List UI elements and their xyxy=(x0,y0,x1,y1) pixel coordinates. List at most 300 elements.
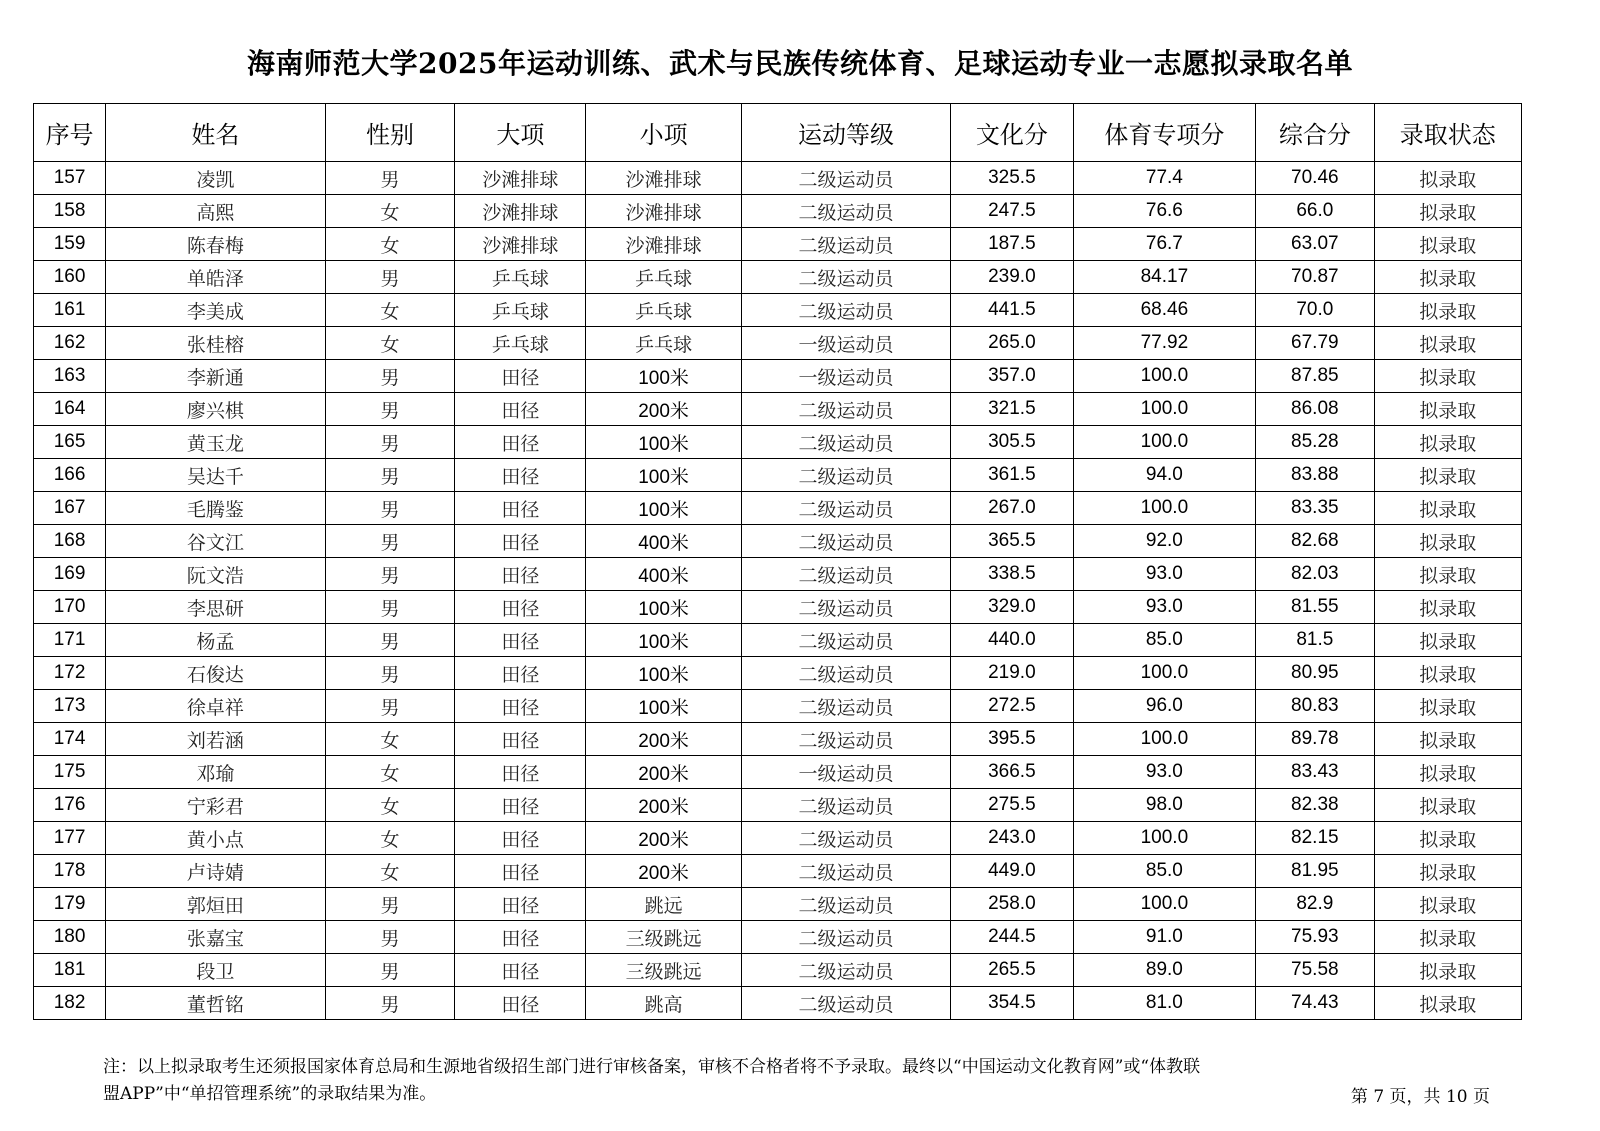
seq-cell: 157 xyxy=(34,162,106,195)
level-cell: 二级运动员 xyxy=(741,195,950,228)
academic-score-cell: 354.5 xyxy=(951,987,1074,1020)
seq-cell: 181 xyxy=(34,954,106,987)
status-cell: 拟录取 xyxy=(1374,492,1521,525)
total-score-cell: 86.08 xyxy=(1256,393,1375,426)
total-score-cell: 87.85 xyxy=(1256,360,1375,393)
gender-cell: 女 xyxy=(325,294,455,327)
sport-score-cell: 81.0 xyxy=(1073,987,1255,1020)
category-cell: 田径 xyxy=(455,558,586,591)
status-cell: 拟录取 xyxy=(1374,624,1521,657)
academic-score-header: 文化分 xyxy=(951,104,1074,162)
event-cell: 100米 xyxy=(586,624,742,657)
event-header: 小项 xyxy=(586,104,742,162)
level-cell: 二级运动员 xyxy=(741,261,950,294)
name-cell: 高熙 xyxy=(106,195,325,228)
event-cell: 400米 xyxy=(586,558,742,591)
level-cell: 二级运动员 xyxy=(741,723,950,756)
total-score-cell: 81.5 xyxy=(1256,624,1375,657)
seq-cell: 160 xyxy=(34,261,106,294)
total-score-cell: 83.43 xyxy=(1256,756,1375,789)
total-score-cell: 82.68 xyxy=(1256,525,1375,558)
event-cell: 200米 xyxy=(586,855,742,888)
total-score-cell: 67.79 xyxy=(1256,327,1375,360)
sport-score-cell: 100.0 xyxy=(1073,426,1255,459)
event-cell: 跳远 xyxy=(586,888,742,921)
academic-score-cell: 325.5 xyxy=(951,162,1074,195)
seq-cell: 171 xyxy=(34,624,106,657)
category-cell: 田径 xyxy=(455,525,586,558)
academic-score-cell: 244.5 xyxy=(951,921,1074,954)
gender-cell: 女 xyxy=(325,723,455,756)
seq-cell: 173 xyxy=(34,690,106,723)
table-row xyxy=(34,657,1522,690)
academic-score-cell: 329.0 xyxy=(951,591,1074,624)
category-cell: 乒乓球 xyxy=(455,327,586,360)
category-cell: 沙滩排球 xyxy=(455,162,586,195)
page-indicator: 第 7 页，共 10 页 xyxy=(1350,1087,1490,1107)
category-cell: 田径 xyxy=(455,888,586,921)
level-cell: 二级运动员 xyxy=(741,624,950,657)
event-cell: 100米 xyxy=(586,426,742,459)
academic-score-cell: 239.0 xyxy=(951,261,1074,294)
name-cell: 单皓泽 xyxy=(106,261,325,294)
name-cell: 陈春梅 xyxy=(106,228,325,261)
table-row xyxy=(34,360,1522,393)
status-cell: 拟录取 xyxy=(1374,459,1521,492)
total-score-cell: 75.93 xyxy=(1256,921,1375,954)
name-cell: 刘若涵 xyxy=(106,723,325,756)
level-cell: 一级运动员 xyxy=(741,327,950,360)
academic-score-cell: 258.0 xyxy=(951,888,1074,921)
status-cell: 拟录取 xyxy=(1374,195,1521,228)
total-score-cell: 81.55 xyxy=(1256,591,1375,624)
level-cell: 二级运动员 xyxy=(741,954,950,987)
category-cell: 田径 xyxy=(455,987,586,1020)
event-cell: 400米 xyxy=(586,525,742,558)
status-cell: 拟录取 xyxy=(1374,954,1521,987)
level-cell: 二级运动员 xyxy=(741,459,950,492)
total-score-cell: 80.83 xyxy=(1256,690,1375,723)
table-row xyxy=(34,624,1522,657)
total-score-cell: 85.28 xyxy=(1256,426,1375,459)
sport-score-cell: 68.46 xyxy=(1073,294,1255,327)
status-cell: 拟录取 xyxy=(1374,921,1521,954)
sport-score-cell: 85.0 xyxy=(1073,855,1255,888)
level-cell: 二级运动员 xyxy=(741,393,950,426)
table-row xyxy=(34,393,1522,426)
gender-cell: 女 xyxy=(325,195,455,228)
level-cell: 二级运动员 xyxy=(741,789,950,822)
level-cell: 二级运动员 xyxy=(741,162,950,195)
name-cell: 李新通 xyxy=(106,360,325,393)
total-score-cell: 75.58 xyxy=(1256,954,1375,987)
name-cell: 凌凯 xyxy=(106,162,325,195)
gender-cell: 女 xyxy=(325,789,455,822)
seq-cell: 161 xyxy=(34,294,106,327)
academic-score-cell: 243.0 xyxy=(951,822,1074,855)
sport-score-cell: 77.92 xyxy=(1073,327,1255,360)
event-cell: 200米 xyxy=(586,723,742,756)
table-row xyxy=(34,888,1522,921)
academic-score-cell: 305.5 xyxy=(951,426,1074,459)
page-title: 海南师范大学2025年运动训练、武术与民族传统体育、足球运动专业一志愿拟录取名单 xyxy=(247,47,1353,80)
status-cell: 拟录取 xyxy=(1374,294,1521,327)
status-cell: 拟录取 xyxy=(1374,657,1521,690)
sport-score-cell: 100.0 xyxy=(1073,360,1255,393)
category-cell: 沙滩排球 xyxy=(455,195,586,228)
academic-score-cell: 361.5 xyxy=(951,459,1074,492)
gender-cell: 男 xyxy=(325,888,455,921)
academic-score-cell: 272.5 xyxy=(951,690,1074,723)
level-cell: 二级运动员 xyxy=(741,492,950,525)
total-score-cell: 83.88 xyxy=(1256,459,1375,492)
event-cell: 100米 xyxy=(586,360,742,393)
seq-cell: 159 xyxy=(34,228,106,261)
table-header-row xyxy=(34,104,1522,162)
academic-score-cell: 449.0 xyxy=(951,855,1074,888)
status-cell: 拟录取 xyxy=(1374,162,1521,195)
category-cell: 乒乓球 xyxy=(455,294,586,327)
sport-score-cell: 98.0 xyxy=(1073,789,1255,822)
sport-score-cell: 100.0 xyxy=(1073,657,1255,690)
seq-cell: 170 xyxy=(34,591,106,624)
table-row xyxy=(34,987,1522,1020)
status-cell: 拟录取 xyxy=(1374,756,1521,789)
academic-score-cell: 321.5 xyxy=(951,393,1074,426)
academic-score-cell: 219.0 xyxy=(951,657,1074,690)
gender-cell: 女 xyxy=(325,327,455,360)
status-cell: 拟录取 xyxy=(1374,261,1521,294)
total-score-cell: 82.38 xyxy=(1256,789,1375,822)
status-cell: 拟录取 xyxy=(1374,360,1521,393)
category-cell: 田径 xyxy=(455,624,586,657)
gender-cell: 男 xyxy=(325,921,455,954)
sport-score-cell: 92.0 xyxy=(1073,525,1255,558)
level-cell: 一级运动员 xyxy=(741,360,950,393)
table-row xyxy=(34,921,1522,954)
name-cell: 段卫 xyxy=(106,954,325,987)
sport-score-cell: 94.0 xyxy=(1073,459,1255,492)
name-cell: 杨孟 xyxy=(106,624,325,657)
sport-score-cell: 93.0 xyxy=(1073,558,1255,591)
gender-cell: 女 xyxy=(325,756,455,789)
sport-score-cell: 93.0 xyxy=(1073,591,1255,624)
seq-cell: 168 xyxy=(34,525,106,558)
level-cell: 二级运动员 xyxy=(741,987,950,1020)
academic-score-cell: 366.5 xyxy=(951,756,1074,789)
status-cell: 拟录取 xyxy=(1374,690,1521,723)
gender-cell: 男 xyxy=(325,987,455,1020)
name-cell: 董哲铭 xyxy=(106,987,325,1020)
seq-cell: 182 xyxy=(34,987,106,1020)
sport-score-cell: 93.0 xyxy=(1073,756,1255,789)
status-cell: 拟录取 xyxy=(1374,855,1521,888)
event-cell: 200米 xyxy=(586,789,742,822)
seq-cell: 176 xyxy=(34,789,106,822)
seq-cell: 178 xyxy=(34,855,106,888)
sport-score-header: 体育专项分 xyxy=(1073,104,1255,162)
gender-cell: 男 xyxy=(325,492,455,525)
total-score-cell: 74.43 xyxy=(1256,987,1375,1020)
gender-cell: 女 xyxy=(325,822,455,855)
sport-score-cell: 100.0 xyxy=(1073,393,1255,426)
academic-score-cell: 338.5 xyxy=(951,558,1074,591)
status-header: 录取状态 xyxy=(1374,104,1521,162)
total-score-cell: 70.87 xyxy=(1256,261,1375,294)
status-cell: 拟录取 xyxy=(1374,558,1521,591)
event-cell: 三级跳远 xyxy=(586,921,742,954)
total-score-cell: 70.0 xyxy=(1256,294,1375,327)
sport-score-cell: 85.0 xyxy=(1073,624,1255,657)
name-cell: 黄玉龙 xyxy=(106,426,325,459)
level-cell: 二级运动员 xyxy=(741,921,950,954)
table-row xyxy=(34,261,1522,294)
category-cell: 沙滩排球 xyxy=(455,228,586,261)
academic-score-cell: 247.5 xyxy=(951,195,1074,228)
event-cell: 200米 xyxy=(586,393,742,426)
academic-score-cell: 440.0 xyxy=(951,624,1074,657)
table-row xyxy=(34,162,1522,195)
seq-cell: 172 xyxy=(34,657,106,690)
table-row xyxy=(34,195,1522,228)
academic-score-cell: 275.5 xyxy=(951,789,1074,822)
table-row xyxy=(34,426,1522,459)
seq-header: 序号 xyxy=(34,104,106,162)
status-cell: 拟录取 xyxy=(1374,789,1521,822)
total-score-cell: 83.35 xyxy=(1256,492,1375,525)
total-score-cell: 82.9 xyxy=(1256,888,1375,921)
sport-score-cell: 100.0 xyxy=(1073,888,1255,921)
gender-cell: 男 xyxy=(325,360,455,393)
footnote xyxy=(103,1054,1523,1108)
gender-cell: 男 xyxy=(325,525,455,558)
total-score-cell: 89.78 xyxy=(1256,723,1375,756)
sport-score-cell: 76.6 xyxy=(1073,195,1255,228)
gender-cell: 男 xyxy=(325,954,455,987)
category-cell: 田径 xyxy=(455,789,586,822)
seq-cell: 164 xyxy=(34,393,106,426)
table-row xyxy=(34,690,1522,723)
status-cell: 拟录取 xyxy=(1374,591,1521,624)
name-cell: 徐卓祥 xyxy=(106,690,325,723)
gender-cell: 男 xyxy=(325,690,455,723)
seq-cell: 163 xyxy=(34,360,106,393)
event-cell: 跳高 xyxy=(586,987,742,1020)
name-cell: 阮文浩 xyxy=(106,558,325,591)
category-cell: 田径 xyxy=(455,492,586,525)
footnote-line-2: 盟APP”中“单招管理系统”的录取结果为准。 xyxy=(103,1084,437,1104)
category-cell: 田径 xyxy=(455,657,586,690)
table-row xyxy=(34,789,1522,822)
academic-score-cell: 365.5 xyxy=(951,525,1074,558)
status-cell: 拟录取 xyxy=(1374,822,1521,855)
gender-cell: 女 xyxy=(325,855,455,888)
sport-score-cell: 100.0 xyxy=(1073,723,1255,756)
event-cell: 100米 xyxy=(586,591,742,624)
seq-cell: 169 xyxy=(34,558,106,591)
category-cell: 田径 xyxy=(455,855,586,888)
level-cell: 二级运动员 xyxy=(741,228,950,261)
gender-cell: 男 xyxy=(325,459,455,492)
gender-cell: 男 xyxy=(325,558,455,591)
status-cell: 拟录取 xyxy=(1374,426,1521,459)
sport-score-cell: 84.17 xyxy=(1073,261,1255,294)
event-cell: 乒乓球 xyxy=(586,261,742,294)
event-cell: 200米 xyxy=(586,756,742,789)
total-score-cell: 80.95 xyxy=(1256,657,1375,690)
seq-cell: 179 xyxy=(34,888,106,921)
academic-score-cell: 265.0 xyxy=(951,327,1074,360)
name-cell: 毛腾鉴 xyxy=(106,492,325,525)
total-score-cell: 82.15 xyxy=(1256,822,1375,855)
event-cell: 100米 xyxy=(586,657,742,690)
total-score-cell: 70.46 xyxy=(1256,162,1375,195)
table-row xyxy=(34,591,1522,624)
level-cell: 二级运动员 xyxy=(741,294,950,327)
status-cell: 拟录取 xyxy=(1374,525,1521,558)
total-score-cell: 81.95 xyxy=(1256,855,1375,888)
sport-score-cell: 76.7 xyxy=(1073,228,1255,261)
gender-cell: 男 xyxy=(325,624,455,657)
name-cell: 黄小点 xyxy=(106,822,325,855)
category-cell: 田径 xyxy=(455,921,586,954)
seq-cell: 174 xyxy=(34,723,106,756)
total-score-cell: 82.03 xyxy=(1256,558,1375,591)
table-row xyxy=(34,459,1522,492)
academic-score-cell: 441.5 xyxy=(951,294,1074,327)
sport-score-cell: 77.4 xyxy=(1073,162,1255,195)
level-cell: 二级运动员 xyxy=(741,591,950,624)
category-header: 大项 xyxy=(455,104,586,162)
name-cell: 李美成 xyxy=(106,294,325,327)
academic-score-cell: 187.5 xyxy=(951,228,1074,261)
table-row xyxy=(34,954,1522,987)
name-header: 姓名 xyxy=(106,104,325,162)
name-cell: 吴达千 xyxy=(106,459,325,492)
category-cell: 田径 xyxy=(455,954,586,987)
category-cell: 田径 xyxy=(455,360,586,393)
event-cell: 100米 xyxy=(586,690,742,723)
category-cell: 田径 xyxy=(455,723,586,756)
level-cell: 二级运动员 xyxy=(741,558,950,591)
table-row xyxy=(34,822,1522,855)
academic-score-cell: 267.0 xyxy=(951,492,1074,525)
table-row xyxy=(34,525,1522,558)
sport-score-cell: 100.0 xyxy=(1073,822,1255,855)
level-cell: 二级运动员 xyxy=(741,690,950,723)
table-row xyxy=(34,492,1522,525)
seq-cell: 180 xyxy=(34,921,106,954)
name-cell: 张桂榕 xyxy=(106,327,325,360)
level-cell: 二级运动员 xyxy=(741,822,950,855)
name-cell: 卢诗婧 xyxy=(106,855,325,888)
seq-cell: 166 xyxy=(34,459,106,492)
table-row xyxy=(34,558,1522,591)
table-row xyxy=(34,228,1522,261)
category-cell: 田径 xyxy=(455,756,586,789)
event-cell: 100米 xyxy=(586,492,742,525)
name-cell: 张嘉宝 xyxy=(106,921,325,954)
name-cell: 邓瑜 xyxy=(106,756,325,789)
table-row xyxy=(34,294,1522,327)
level-cell: 二级运动员 xyxy=(741,657,950,690)
name-cell: 谷文江 xyxy=(106,525,325,558)
category-cell: 田径 xyxy=(455,690,586,723)
table-row xyxy=(34,855,1522,888)
status-cell: 拟录取 xyxy=(1374,327,1521,360)
level-cell: 二级运动员 xyxy=(741,888,950,921)
total-score-cell: 63.07 xyxy=(1256,228,1375,261)
status-cell: 拟录取 xyxy=(1374,987,1521,1020)
sport-score-cell: 89.0 xyxy=(1073,954,1255,987)
category-cell: 乒乓球 xyxy=(455,261,586,294)
seq-cell: 158 xyxy=(34,195,106,228)
category-cell: 田径 xyxy=(455,591,586,624)
event-cell: 沙滩排球 xyxy=(586,228,742,261)
name-cell: 石俊达 xyxy=(106,657,325,690)
level-cell: 一级运动员 xyxy=(741,756,950,789)
event-cell: 三级跳远 xyxy=(586,954,742,987)
category-cell: 田径 xyxy=(455,393,586,426)
event-cell: 200米 xyxy=(586,822,742,855)
seq-cell: 165 xyxy=(34,426,106,459)
academic-score-cell: 265.5 xyxy=(951,954,1074,987)
admission-table xyxy=(33,103,1522,1020)
gender-cell: 男 xyxy=(325,657,455,690)
level-cell: 二级运动员 xyxy=(741,525,950,558)
sport-score-cell: 96.0 xyxy=(1073,690,1255,723)
event-cell: 乒乓球 xyxy=(586,327,742,360)
seq-cell: 177 xyxy=(34,822,106,855)
table-row xyxy=(34,723,1522,756)
level-header: 运动等级 xyxy=(741,104,950,162)
category-cell: 田径 xyxy=(455,426,586,459)
event-cell: 100米 xyxy=(586,459,742,492)
total-score-cell: 66.0 xyxy=(1256,195,1375,228)
event-cell: 沙滩排球 xyxy=(586,195,742,228)
name-cell: 廖兴棋 xyxy=(106,393,325,426)
table-row xyxy=(34,756,1522,789)
seq-cell: 175 xyxy=(34,756,106,789)
seq-cell: 167 xyxy=(34,492,106,525)
seq-cell: 162 xyxy=(34,327,106,360)
gender-cell: 男 xyxy=(325,426,455,459)
category-cell: 田径 xyxy=(455,822,586,855)
name-cell: 李思研 xyxy=(106,591,325,624)
level-cell: 二级运动员 xyxy=(741,426,950,459)
gender-cell: 女 xyxy=(325,228,455,261)
status-cell: 拟录取 xyxy=(1374,393,1521,426)
event-cell: 沙滩排球 xyxy=(586,162,742,195)
gender-cell: 男 xyxy=(325,261,455,294)
level-cell: 二级运动员 xyxy=(741,855,950,888)
gender-cell: 男 xyxy=(325,591,455,624)
gender-header: 性别 xyxy=(325,104,455,162)
academic-score-cell: 395.5 xyxy=(951,723,1074,756)
sport-score-cell: 91.0 xyxy=(1073,921,1255,954)
gender-cell: 男 xyxy=(325,393,455,426)
name-cell: 郭烜田 xyxy=(106,888,325,921)
category-cell: 田径 xyxy=(455,459,586,492)
sport-score-cell: 100.0 xyxy=(1073,492,1255,525)
name-cell: 宁彩君 xyxy=(106,789,325,822)
academic-score-cell: 357.0 xyxy=(951,360,1074,393)
status-cell: 拟录取 xyxy=(1374,723,1521,756)
status-cell: 拟录取 xyxy=(1374,888,1521,921)
event-cell: 乒乓球 xyxy=(586,294,742,327)
footnote-line-1: 注：以上拟录取考生还须报国家体育总局和生源地省级招生部门进行审核备案，审核不合格者将不予录取。最终以“中国运动文化教育网”或“体教联 xyxy=(103,1057,1201,1077)
table-row xyxy=(34,327,1522,360)
